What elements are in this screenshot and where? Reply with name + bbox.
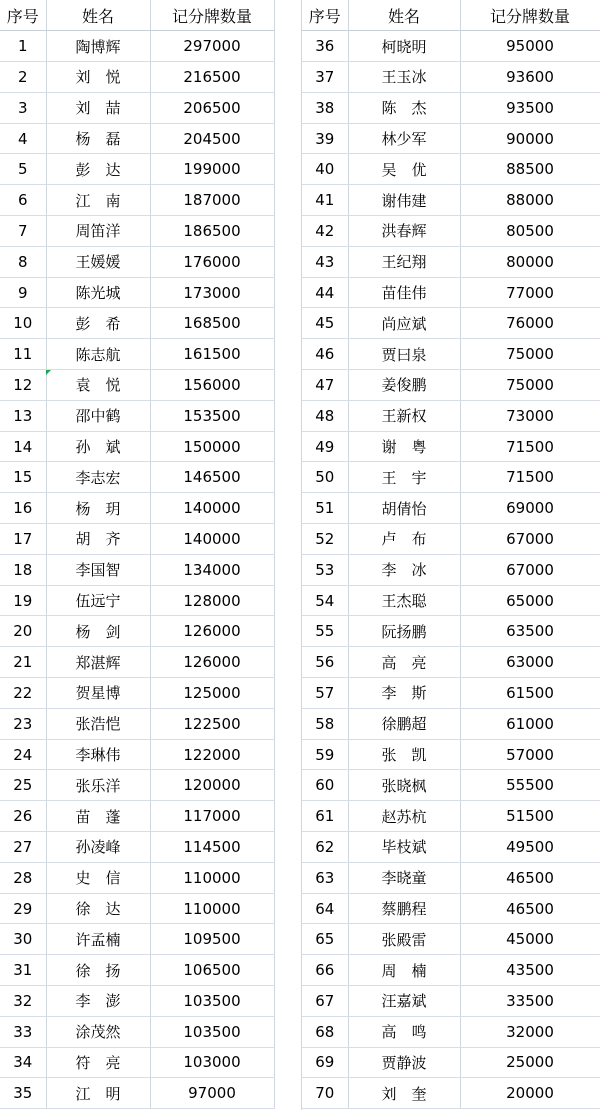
row-index-cell[interactable]: 14 bbox=[0, 431, 46, 462]
row-index-cell[interactable]: 35 bbox=[0, 1078, 46, 1109]
row-index-cell[interactable]: 40 bbox=[302, 154, 348, 185]
row-score-cell[interactable]: 187000 bbox=[150, 185, 274, 216]
table-row bbox=[302, 678, 600, 709]
row-index-cell[interactable]: 20 bbox=[0, 616, 46, 647]
row-index-cell[interactable]: 65 bbox=[302, 924, 348, 955]
row-index-cell[interactable]: 59 bbox=[302, 739, 348, 770]
row-score-cell[interactable]: 61500 bbox=[460, 678, 600, 709]
table-row bbox=[302, 400, 600, 431]
row-index-cell[interactable]: 37 bbox=[302, 62, 348, 93]
table-row bbox=[0, 339, 274, 370]
table-row bbox=[0, 216, 274, 247]
row-name-cell[interactable]: 王媛媛 bbox=[46, 246, 150, 277]
row-name-cell[interactable]: 孙 斌 bbox=[46, 431, 150, 462]
row-index-cell[interactable]: 54 bbox=[302, 585, 348, 616]
row-name-cell[interactable]: 李晓童 bbox=[348, 862, 460, 893]
row-score-cell[interactable]: 65000 bbox=[460, 585, 600, 616]
row-index-cell[interactable]: 33 bbox=[0, 1016, 46, 1047]
header-name[interactable]: 姓名 bbox=[348, 0, 460, 31]
table-row bbox=[0, 524, 274, 555]
row-name-cell[interactable]: 杨 剑 bbox=[46, 616, 150, 647]
row-name-cell[interactable]: 苗佳伟 bbox=[348, 277, 460, 308]
row-score-cell[interactable]: 43500 bbox=[460, 955, 600, 986]
row-name-cell[interactable]: 姜俊鹏 bbox=[348, 370, 460, 401]
row-score-cell[interactable]: 46500 bbox=[460, 893, 600, 924]
row-score-cell[interactable]: 93600 bbox=[460, 62, 600, 93]
table-row bbox=[302, 92, 600, 123]
table-row bbox=[302, 924, 600, 955]
row-name-cell[interactable]: 彭 希 bbox=[46, 308, 150, 339]
row-index-cell[interactable]: 7 bbox=[0, 216, 46, 247]
row-score-cell[interactable]: 150000 bbox=[150, 431, 274, 462]
table-row bbox=[302, 462, 600, 493]
row-index-cell[interactable]: 44 bbox=[302, 277, 348, 308]
table-row bbox=[302, 308, 600, 339]
row-name-cell[interactable]: 徐 达 bbox=[46, 893, 150, 924]
table-row bbox=[302, 801, 600, 832]
row-name-cell[interactable]: 周笛洋 bbox=[46, 216, 150, 247]
row-index-cell[interactable]: 69 bbox=[302, 1047, 348, 1078]
row-name-cell[interactable]: 谢伟建 bbox=[348, 185, 460, 216]
row-score-cell[interactable]: 95000 bbox=[460, 31, 600, 62]
row-index-cell[interactable]: 68 bbox=[302, 1016, 348, 1047]
row-score-cell[interactable]: 125000 bbox=[150, 678, 274, 709]
table-row bbox=[0, 154, 274, 185]
row-index-cell[interactable]: 62 bbox=[302, 832, 348, 863]
row-score-cell[interactable]: 88000 bbox=[460, 185, 600, 216]
row-score-cell[interactable]: 199000 bbox=[150, 154, 274, 185]
row-score-cell[interactable]: 126000 bbox=[150, 647, 274, 678]
table-row bbox=[0, 31, 274, 62]
row-name-cell[interactable]: 涂茂然 bbox=[46, 1016, 150, 1047]
cell-comment-marker-icon bbox=[46, 370, 51, 375]
row-score-cell[interactable]: 117000 bbox=[150, 801, 274, 832]
row-name-cell[interactable]: 孙凌峰 bbox=[46, 832, 150, 863]
row-score-cell[interactable]: 110000 bbox=[150, 893, 274, 924]
row-score-cell[interactable]: 57000 bbox=[460, 739, 600, 770]
row-score-cell[interactable]: 97000 bbox=[150, 1078, 274, 1109]
row-score-cell[interactable]: 110000 bbox=[150, 862, 274, 893]
table-row bbox=[0, 185, 274, 216]
row-index-cell[interactable]: 29 bbox=[0, 893, 46, 924]
row-index-cell[interactable]: 52 bbox=[302, 524, 348, 555]
row-name-cell[interactable]: 王玉冰 bbox=[348, 62, 460, 93]
table-row bbox=[0, 862, 274, 893]
table-row bbox=[0, 770, 274, 801]
row-index-cell[interactable]: 17 bbox=[0, 524, 46, 555]
row-index-cell[interactable]: 31 bbox=[0, 955, 46, 986]
table-row bbox=[302, 1047, 600, 1078]
row-score-cell[interactable]: 173000 bbox=[150, 277, 274, 308]
row-name-cell[interactable]: 陈光城 bbox=[46, 277, 150, 308]
table-row bbox=[0, 678, 274, 709]
table-row bbox=[302, 524, 600, 555]
row-name-cell[interactable]: 刘 奎 bbox=[348, 1078, 460, 1109]
table-row bbox=[302, 62, 600, 93]
score-table-left bbox=[0, 0, 275, 1109]
row-index-cell[interactable]: 57 bbox=[302, 678, 348, 709]
table-row bbox=[302, 1016, 600, 1047]
row-index-cell[interactable]: 5 bbox=[0, 154, 46, 185]
row-score-cell[interactable]: 49500 bbox=[460, 832, 600, 863]
row-score-cell[interactable]: 75000 bbox=[460, 339, 600, 370]
row-index-cell[interactable]: 48 bbox=[302, 400, 348, 431]
row-score-cell[interactable]: 80500 bbox=[460, 216, 600, 247]
row-score-cell[interactable]: 80000 bbox=[460, 246, 600, 277]
row-index-cell[interactable]: 60 bbox=[302, 770, 348, 801]
table-row bbox=[0, 277, 274, 308]
table-row bbox=[0, 493, 274, 524]
row-name-cell[interactable]: 李 冰 bbox=[348, 554, 460, 585]
table-row bbox=[302, 431, 600, 462]
row-index-cell[interactable]: 53 bbox=[302, 554, 348, 585]
row-score-cell[interactable]: 297000 bbox=[150, 31, 274, 62]
table-row bbox=[302, 216, 600, 247]
row-name-cell[interactable]: 袁 悦 bbox=[46, 370, 150, 401]
row-score-cell[interactable]: 103500 bbox=[150, 986, 274, 1017]
row-name-cell[interactable]: 王新权 bbox=[348, 400, 460, 431]
table-row bbox=[0, 62, 274, 93]
row-score-cell[interactable]: 176000 bbox=[150, 246, 274, 277]
row-score-cell[interactable]: 206500 bbox=[150, 92, 274, 123]
row-score-cell[interactable]: 153500 bbox=[150, 400, 274, 431]
row-index-cell[interactable]: 49 bbox=[302, 431, 348, 462]
row-name-cell[interactable]: 江 明 bbox=[46, 1078, 150, 1109]
row-name-cell[interactable]: 陶博辉 bbox=[46, 31, 150, 62]
table-row bbox=[0, 308, 274, 339]
table-row bbox=[0, 1016, 274, 1047]
row-name-cell[interactable]: 林少军 bbox=[348, 123, 460, 154]
row-index-cell[interactable]: 25 bbox=[0, 770, 46, 801]
row-name-cell[interactable]: 谢 粤 bbox=[348, 431, 460, 462]
table-row bbox=[0, 554, 274, 585]
row-name-cell[interactable]: 尚应斌 bbox=[348, 308, 460, 339]
row-score-cell[interactable]: 32000 bbox=[460, 1016, 600, 1047]
row-score-cell[interactable]: 90000 bbox=[460, 123, 600, 154]
row-score-cell[interactable]: 69000 bbox=[460, 493, 600, 524]
row-score-cell[interactable]: 33500 bbox=[460, 986, 600, 1017]
table-row bbox=[302, 185, 600, 216]
row-name-cell[interactable]: 陈 杰 bbox=[348, 92, 460, 123]
row-name-cell[interactable]: 王 宇 bbox=[348, 462, 460, 493]
row-name-cell[interactable]: 洪春辉 bbox=[348, 216, 460, 247]
row-name-cell[interactable]: 赵苏杭 bbox=[348, 801, 460, 832]
table-row bbox=[0, 708, 274, 739]
row-score-cell[interactable]: 77000 bbox=[460, 277, 600, 308]
table-row bbox=[0, 431, 274, 462]
row-index-cell[interactable]: 19 bbox=[0, 585, 46, 616]
row-index-cell[interactable]: 45 bbox=[302, 308, 348, 339]
row-index-cell[interactable]: 2 bbox=[0, 62, 46, 93]
header-index[interactable]: 序号 bbox=[302, 0, 348, 31]
row-index-cell[interactable]: 6 bbox=[0, 185, 46, 216]
row-name-cell[interactable]: 符 亮 bbox=[46, 1047, 150, 1078]
row-name-cell[interactable]: 高 鸣 bbox=[348, 1016, 460, 1047]
row-name-cell[interactable]: 卢 布 bbox=[348, 524, 460, 555]
row-name-cell[interactable]: 伍远宁 bbox=[46, 585, 150, 616]
row-index-cell[interactable]: 24 bbox=[0, 739, 46, 770]
row-index-cell[interactable]: 42 bbox=[302, 216, 348, 247]
row-score-cell[interactable]: 71500 bbox=[460, 462, 600, 493]
row-index-cell[interactable]: 43 bbox=[302, 246, 348, 277]
row-score-cell[interactable]: 114500 bbox=[150, 832, 274, 863]
row-name-cell[interactable]: 蔡鹏程 bbox=[348, 893, 460, 924]
row-name-cell[interactable]: 江 南 bbox=[46, 185, 150, 216]
row-score-cell[interactable]: 109500 bbox=[150, 924, 274, 955]
row-name-cell[interactable]: 张乐洋 bbox=[46, 770, 150, 801]
header-score[interactable]: 记分牌数量 bbox=[150, 0, 274, 31]
row-name-cell[interactable]: 李 斯 bbox=[348, 678, 460, 709]
row-index-cell[interactable]: 47 bbox=[302, 370, 348, 401]
table-row bbox=[302, 277, 600, 308]
row-name-cell[interactable]: 吴 优 bbox=[348, 154, 460, 185]
row-index-cell[interactable]: 28 bbox=[0, 862, 46, 893]
row-index-cell[interactable]: 32 bbox=[0, 986, 46, 1017]
row-name-cell[interactable]: 王杰聪 bbox=[348, 585, 460, 616]
row-index-cell[interactable]: 11 bbox=[0, 339, 46, 370]
row-score-cell[interactable]: 103500 bbox=[150, 1016, 274, 1047]
table-row bbox=[302, 955, 600, 986]
row-name-cell[interactable]: 胡 齐 bbox=[46, 524, 150, 555]
row-index-cell[interactable]: 70 bbox=[302, 1078, 348, 1109]
row-name-cell[interactable]: 张殿雷 bbox=[348, 924, 460, 955]
table-row bbox=[0, 370, 274, 401]
table-row bbox=[0, 955, 274, 986]
row-score-cell[interactable]: 25000 bbox=[460, 1047, 600, 1078]
header-row bbox=[302, 0, 600, 31]
table-row bbox=[0, 246, 274, 277]
row-name-cell[interactable]: 李琳伟 bbox=[46, 739, 150, 770]
row-name-cell[interactable]: 苗 蓬 bbox=[46, 801, 150, 832]
row-index-cell[interactable]: 39 bbox=[302, 123, 348, 154]
table-row bbox=[302, 123, 600, 154]
row-name-cell[interactable]: 邵中鹤 bbox=[46, 400, 150, 431]
row-index-cell[interactable]: 26 bbox=[0, 801, 46, 832]
row-score-cell[interactable]: 88500 bbox=[460, 154, 600, 185]
row-name-cell[interactable]: 陈志航 bbox=[46, 339, 150, 370]
row-score-cell[interactable]: 168500 bbox=[150, 308, 274, 339]
row-score-cell[interactable]: 51500 bbox=[460, 801, 600, 832]
row-index-cell[interactable]: 46 bbox=[302, 339, 348, 370]
row-score-cell[interactable]: 128000 bbox=[150, 585, 274, 616]
row-index-cell[interactable]: 55 bbox=[302, 616, 348, 647]
row-index-cell[interactable]: 8 bbox=[0, 246, 46, 277]
table-row bbox=[0, 462, 274, 493]
right-table-body bbox=[302, 31, 600, 1109]
row-score-cell[interactable]: 156000 bbox=[150, 370, 274, 401]
table-row bbox=[302, 585, 600, 616]
table-row bbox=[0, 986, 274, 1017]
table-row bbox=[0, 123, 274, 154]
table-row bbox=[0, 739, 274, 770]
table-row bbox=[302, 339, 600, 370]
row-score-cell[interactable]: 67000 bbox=[460, 524, 600, 555]
row-name-cell[interactable]: 周 楠 bbox=[348, 955, 460, 986]
row-index-cell[interactable]: 10 bbox=[0, 308, 46, 339]
table-row bbox=[0, 832, 274, 863]
row-name-cell[interactable]: 高 亮 bbox=[348, 647, 460, 678]
table-row bbox=[302, 770, 600, 801]
row-score-cell[interactable]: 63000 bbox=[460, 647, 600, 678]
row-index-cell[interactable]: 23 bbox=[0, 708, 46, 739]
row-index-cell[interactable]: 9 bbox=[0, 277, 46, 308]
row-index-cell[interactable]: 16 bbox=[0, 493, 46, 524]
row-score-cell[interactable]: 75000 bbox=[460, 370, 600, 401]
row-index-cell[interactable]: 4 bbox=[0, 123, 46, 154]
row-score-cell[interactable]: 120000 bbox=[150, 770, 274, 801]
table-row bbox=[302, 616, 600, 647]
row-name-cell[interactable]: 徐鹏超 bbox=[348, 708, 460, 739]
row-score-cell[interactable]: 71500 bbox=[460, 431, 600, 462]
row-name-cell[interactable]: 阮扬鹏 bbox=[348, 616, 460, 647]
row-score-cell[interactable]: 67000 bbox=[460, 554, 600, 585]
row-score-cell[interactable]: 140000 bbox=[150, 493, 274, 524]
row-index-cell[interactable]: 67 bbox=[302, 986, 348, 1017]
row-name-cell[interactable]: 柯晓明 bbox=[348, 31, 460, 62]
table-row bbox=[302, 554, 600, 585]
row-index-cell[interactable]: 1 bbox=[0, 31, 46, 62]
row-index-cell[interactable]: 58 bbox=[302, 708, 348, 739]
row-index-cell[interactable]: 36 bbox=[302, 31, 348, 62]
row-name-cell[interactable]: 胡倩怡 bbox=[348, 493, 460, 524]
row-score-cell[interactable]: 63500 bbox=[460, 616, 600, 647]
row-name-cell[interactable]: 刘 悦 bbox=[46, 62, 150, 93]
row-name-cell[interactable]: 刘 喆 bbox=[46, 92, 150, 123]
row-score-cell[interactable]: 93500 bbox=[460, 92, 600, 123]
row-index-cell[interactable]: 66 bbox=[302, 955, 348, 986]
table-row bbox=[0, 801, 274, 832]
row-score-cell[interactable]: 55500 bbox=[460, 770, 600, 801]
row-score-cell[interactable]: 61000 bbox=[460, 708, 600, 739]
row-name-cell[interactable]: 史 信 bbox=[46, 862, 150, 893]
row-score-cell[interactable]: 122500 bbox=[150, 708, 274, 739]
row-name-cell[interactable]: 张晓枫 bbox=[348, 770, 460, 801]
table-row bbox=[0, 1078, 274, 1109]
row-score-cell[interactable]: 126000 bbox=[150, 616, 274, 647]
row-score-cell[interactable]: 186500 bbox=[150, 216, 274, 247]
row-name-cell[interactable]: 毕枝斌 bbox=[348, 832, 460, 863]
table-row bbox=[302, 986, 600, 1017]
row-score-cell[interactable]: 146500 bbox=[150, 462, 274, 493]
row-index-cell[interactable]: 56 bbox=[302, 647, 348, 678]
row-index-cell[interactable]: 63 bbox=[302, 862, 348, 893]
table-row bbox=[0, 893, 274, 924]
score-table-right bbox=[302, 0, 600, 1109]
table-row bbox=[302, 893, 600, 924]
row-name-cell[interactable]: 李国智 bbox=[46, 554, 150, 585]
row-index-cell[interactable]: 61 bbox=[302, 801, 348, 832]
row-name-cell[interactable]: 贺星博 bbox=[46, 678, 150, 709]
row-name-cell[interactable]: 许孟楠 bbox=[46, 924, 150, 955]
row-score-cell[interactable]: 134000 bbox=[150, 554, 274, 585]
row-name-cell[interactable]: 李 澎 bbox=[46, 986, 150, 1017]
row-score-cell[interactable]: 73000 bbox=[460, 400, 600, 431]
table-row bbox=[302, 739, 600, 770]
row-score-cell[interactable]: 45000 bbox=[460, 924, 600, 955]
table-row bbox=[302, 647, 600, 678]
row-name-cell[interactable]: 张 凯 bbox=[348, 739, 460, 770]
row-index-cell[interactable]: 12 bbox=[0, 370, 46, 401]
row-score-cell[interactable]: 46500 bbox=[460, 862, 600, 893]
header-index[interactable]: 序号 bbox=[0, 0, 46, 31]
row-name-cell[interactable]: 贾静波 bbox=[348, 1047, 460, 1078]
table-row bbox=[302, 31, 600, 62]
row-index-cell[interactable]: 21 bbox=[0, 647, 46, 678]
header-row bbox=[0, 0, 274, 31]
table-row bbox=[302, 862, 600, 893]
row-score-cell[interactable]: 20000 bbox=[460, 1078, 600, 1109]
row-score-cell[interactable]: 204500 bbox=[150, 123, 274, 154]
row-index-cell[interactable]: 64 bbox=[302, 893, 348, 924]
row-score-cell[interactable]: 216500 bbox=[150, 62, 274, 93]
row-score-cell[interactable]: 106500 bbox=[150, 955, 274, 986]
table-row bbox=[302, 1078, 600, 1109]
left-table-body bbox=[0, 31, 274, 1109]
row-score-cell[interactable]: 103000 bbox=[150, 1047, 274, 1078]
row-index-cell[interactable]: 18 bbox=[0, 554, 46, 585]
row-index-cell[interactable]: 27 bbox=[0, 832, 46, 863]
row-name-cell[interactable]: 彭 达 bbox=[46, 154, 150, 185]
row-index-cell[interactable]: 51 bbox=[302, 493, 348, 524]
header-score[interactable]: 记分牌数量 bbox=[460, 0, 600, 31]
row-name-cell[interactable]: 王纪翔 bbox=[348, 246, 460, 277]
row-index-cell[interactable]: 50 bbox=[302, 462, 348, 493]
row-name-cell[interactable]: 郑湛辉 bbox=[46, 647, 150, 678]
spacer-column[interactable] bbox=[274, 0, 302, 1110]
row-name-cell[interactable]: 杨 磊 bbox=[46, 123, 150, 154]
table-row bbox=[0, 400, 274, 431]
row-name-cell[interactable]: 杨 玥 bbox=[46, 493, 150, 524]
row-index-cell[interactable]: 34 bbox=[0, 1047, 46, 1078]
table-row bbox=[0, 1047, 274, 1078]
table-row bbox=[302, 708, 600, 739]
table-row bbox=[0, 585, 274, 616]
row-index-cell[interactable]: 15 bbox=[0, 462, 46, 493]
row-index-cell[interactable]: 30 bbox=[0, 924, 46, 955]
table-row bbox=[0, 616, 274, 647]
row-index-cell[interactable]: 22 bbox=[0, 678, 46, 709]
row-score-cell[interactable]: 161500 bbox=[150, 339, 274, 370]
row-index-cell[interactable]: 13 bbox=[0, 400, 46, 431]
table-row bbox=[0, 92, 274, 123]
table-row bbox=[302, 370, 600, 401]
table-row bbox=[302, 493, 600, 524]
row-index-cell[interactable]: 3 bbox=[0, 92, 46, 123]
header-name[interactable]: 姓名 bbox=[46, 0, 150, 31]
row-score-cell[interactable]: 76000 bbox=[460, 308, 600, 339]
table-row bbox=[302, 832, 600, 863]
row-name-cell[interactable]: 李志宏 bbox=[46, 462, 150, 493]
table-row bbox=[302, 246, 600, 277]
row-score-cell[interactable]: 122000 bbox=[150, 739, 274, 770]
row-score-cell[interactable]: 140000 bbox=[150, 524, 274, 555]
row-index-cell[interactable]: 41 bbox=[302, 185, 348, 216]
row-name-cell[interactable]: 贾曰泉 bbox=[348, 339, 460, 370]
row-name-cell[interactable]: 汪嘉斌 bbox=[348, 986, 460, 1017]
table-row bbox=[0, 924, 274, 955]
row-name-cell[interactable]: 徐 扬 bbox=[46, 955, 150, 986]
row-name-cell[interactable]: 张浩恺 bbox=[46, 708, 150, 739]
table-row bbox=[0, 647, 274, 678]
table-row bbox=[302, 154, 600, 185]
row-index-cell[interactable]: 38 bbox=[302, 92, 348, 123]
